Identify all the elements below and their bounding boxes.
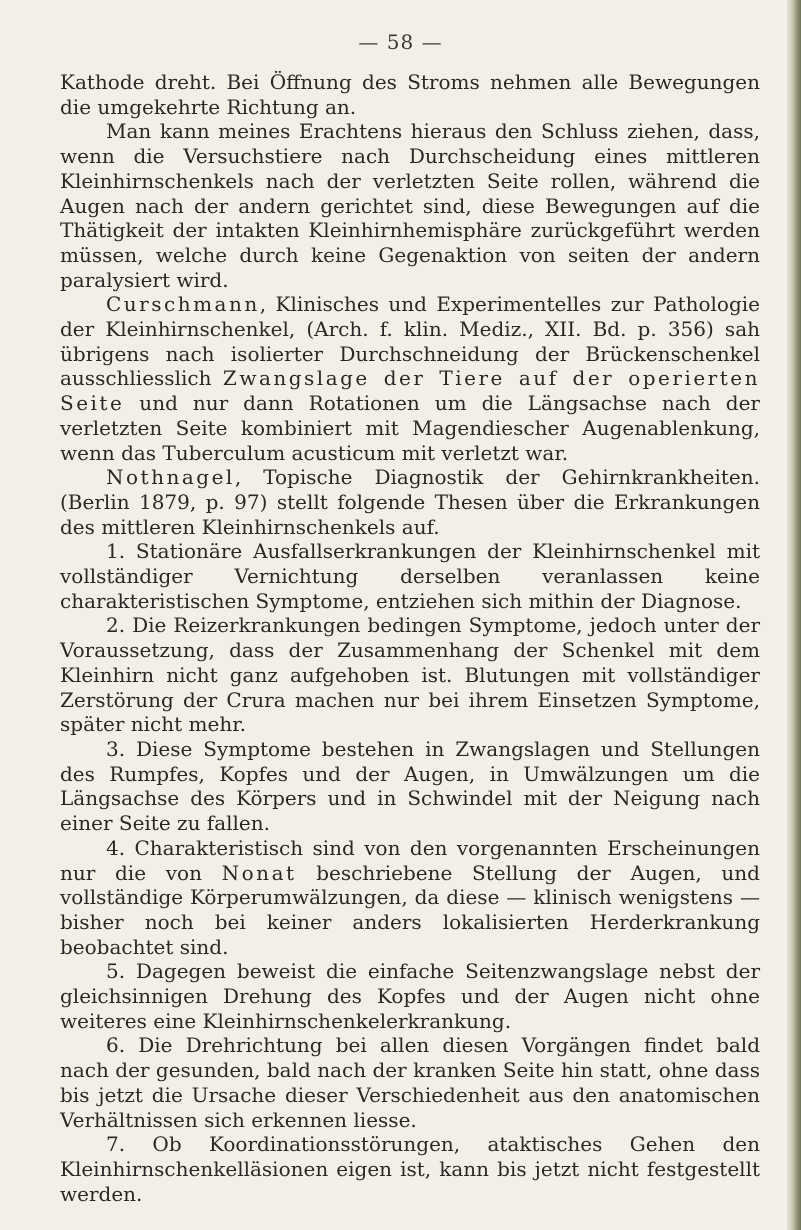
thesis-2: 2. Die Reizerkrankungen bedingen Symptome, jedoch unter der Voraussetzung, dass der Zusammenhang der Schenkel mit dem Kleinhirn nicht ganz aufgehoben ist. Blutungen mit vollständiger Zerstörung der Crura machen nur bei ihrem Einsetzen Symptome, später nicht mehr. — [60, 613, 760, 737]
paragraph-3-text-b: und nur dann Rotationen um die Längsachse nach der verletzten Seite kombiniert mit Magendiescher Augenablenkung, wenn das Tuberculum acusticum mit verletzt war. — [60, 391, 760, 465]
paragraph-1: Kathode dreht. Bei Öffnung des Stroms nehmen alle Bewegungen die umgekehrte Richtung an. — [60, 70, 760, 119]
emphasis-zwangslage: Zwangslage der Tiere auf der operierten Seite — [60, 366, 760, 416]
thesis-6: 6. Die Drehrichtung bei allen diesen Vorgängen findet bald nach der gesunden, bald nach der kranken Seite hin statt, ohne dass bis jetzt die Ursache dieser Verschiedenheit aus den anatomischen Verhältnissen sich erkennen liesse. — [60, 1033, 760, 1132]
paragraph-2: Man kann meines Erachtens hieraus den Schluss ziehen, dass, wenn die Versuchstiere nach Durchscheidung eines mittleren Kleinhirnschenkels nach der verletzten Seite rollen, während die Augen nach der andern gerichtet sind, diese Bewegungen auf die Thätigkeit der intakten Kleinhirnhemisphäre zurückgeführt werden müssen, welche durch keine Gegenaktion von seiten der andern paralysiert wird. — [60, 119, 760, 292]
author-name-nothnagel: Nothnagel — [106, 465, 235, 490]
author-name-curschmann: Curschmann — [106, 292, 260, 317]
page-number: — 58 — — [358, 30, 443, 54]
paragraph-4-text: , Topische Diagnostik der Gehirnkrankheiten. (Berlin 1879, p. 97) stellt folgende Thesen über die Erkrankungen des mittleren Kleinhirnschenkels auf. — [60, 465, 760, 539]
thesis-1: 1. Stationäre Ausfallserkrankungen der Kleinhirnschenkel mit vollständiger Vernichtung derselben veranlassen keine charakteristischen Symptome, entziehen sich mithin der Diagnose. — [60, 539, 760, 613]
page-edge-shadow — [787, 0, 801, 1230]
paragraph-4-nothnagel — [60, 465, 760, 539]
thesis-3: 3. Diese Symptome bestehen in Zwangslagen und Stellungen des Rumpfes, Kopfes und der Augen, in Umwälzungen um die Längsachse des Körpers und in Schwindel mit der Neigung nach einer Seite zu fallen. — [60, 736, 760, 836]
thesis-4 — [60, 836, 760, 960]
thesis-5: 5. Dagegen beweist die einfache Seitenzwangslage nebst der gleichsinnigen Drehung des Kopfes und der Augen nicht ohne weiteres eine Kleinhirnschenkelerkrankung. — [60, 959, 760, 1033]
thesis-7: 7. Ob Koordinationsstörungen, ataktisches Gehen den Kleinhirnschenkelläsionen eigen ist, kann bis jetzt nicht festgestellt werden. — [60, 1132, 760, 1206]
author-name-nonat: Nonat — [221, 860, 297, 885]
thesis-4-text-b: beschriebene Stellung der Augen, und vollständige Körperumwälzungen, da diese — klinisch wenigstens — bisher noch bei keiner anders lokalisierten Herderkrankung beobachtet sind. — [60, 860, 760, 959]
thesis-4-text-a: 4. Charakteristisch sind von den vorgenannten Erscheinungen nur die von — [60, 835, 760, 885]
paragraph-3-curschmann — [60, 292, 760, 465]
body-text — [60, 70, 760, 1206]
paragraph-3-text-a: , Klinisches und Experimentelles zur Pathologie der Kleinhirnschenkel, (Arch. f. klin. Mediz., XII. Bd. p. 356) sah übrigens nach isolierter Durchschneidung der Brückenschenkel ausschliesslich — [60, 292, 760, 391]
